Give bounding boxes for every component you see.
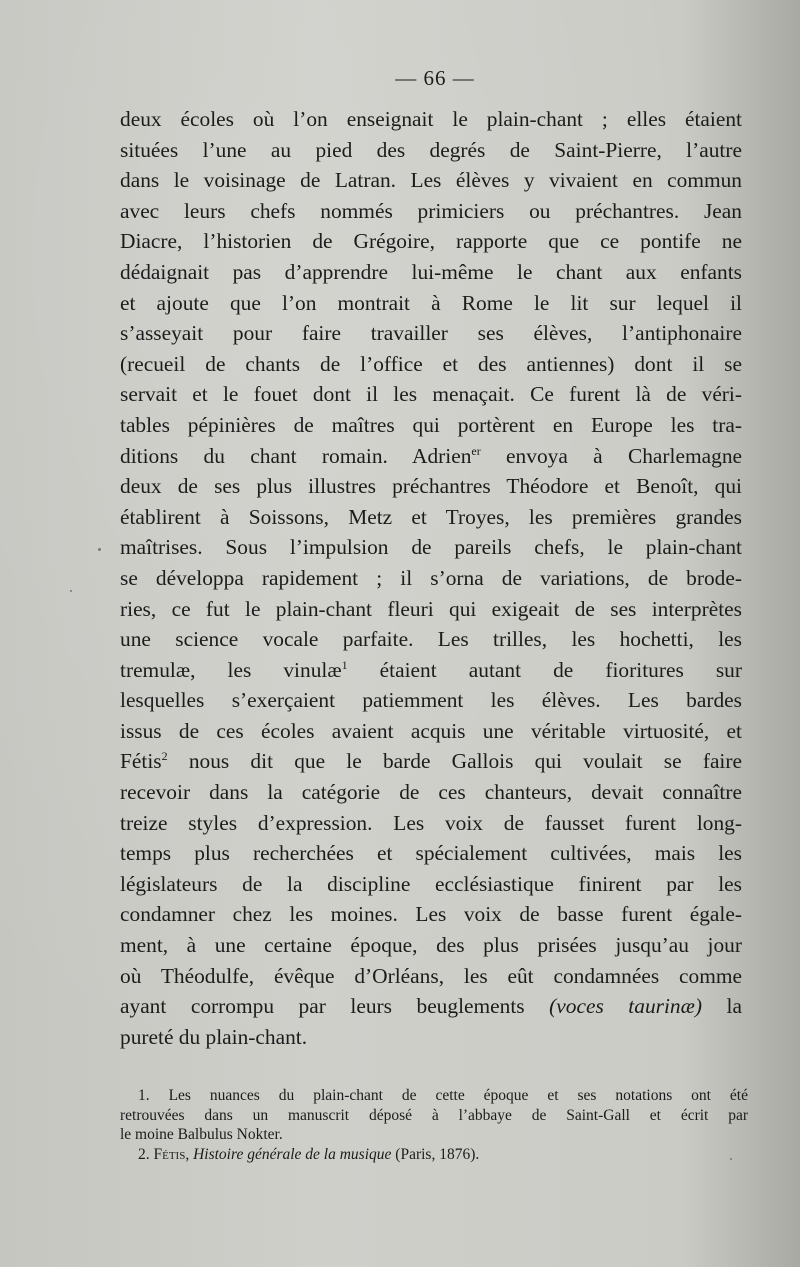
text-line: treize styles d’expression. Les voix de fausset furent long- — [120, 810, 742, 835]
text-line: dans le voisinage de Latran. Les élèves y vivaient en commun — [120, 168, 742, 193]
superscript-er: er — [471, 443, 481, 458]
text-line: situées l’une au pied des degrés de Saint-Pierre, l’autre — [120, 137, 742, 162]
text-line: une science vocale parfaite. Les trilles, les hochetti, les — [120, 627, 742, 652]
text-line: avec leurs chefs nommés primiciers ou préchantres. Jean — [120, 198, 742, 223]
text-line: Diacre, l’historien de Grégoire, rapporte que ce pontife ne — [120, 229, 742, 254]
text-line: issus de ces écoles avaient acquis une véritable virtuosité, et — [120, 718, 742, 743]
page-number: — 66 — — [395, 66, 475, 90]
text-line: condamner chez les moines. Les voix de basse furent égale- — [120, 902, 742, 927]
text-line: servait et le fouet dont il les menaçait. Ce furent là de véri- — [120, 382, 742, 407]
text-line: ries, ce fut le plain-chant fleuri qui exigeait de ses interprètes — [120, 596, 742, 621]
footnote-2-author: Fétis — [153, 1145, 186, 1163]
text-line: ditions du chant romain. Adrien$^{er}$ envoya à Charlemagne — [120, 443, 743, 468]
footnotes — [120, 1086, 748, 1164]
text-line: où Théodulfe, évêque d’Orléans, les eût condamnées comme — [120, 963, 742, 988]
paper-speck — [730, 1158, 732, 1160]
footnote-1-line: le moine Balbulus Nokter. — [120, 1126, 283, 1143]
text-line: se développa rapidement ; il s’orna de variations, de brode- — [120, 565, 742, 590]
text-line: ayant corrompu par leurs beuglements (voces taurinæ) la — [120, 994, 742, 1019]
footnote-ref-1: 1 — [341, 657, 348, 672]
footnote-ref-2: 2 — [161, 749, 168, 764]
paper-speck — [70, 590, 72, 592]
text-line: établirent à Soissons, Metz et Troyes, les premières grandes — [120, 504, 742, 529]
text-line: ment, à une certaine époque, des plus prisées jusqu’au jour — [120, 933, 742, 958]
text-line: tremulæ, les vinulæ$^1$ étaient autant de fioritures sur — [120, 657, 742, 682]
text-line: (recueil de chants de l’office et des antiennes) dont il se — [120, 351, 742, 376]
text-line: lesquelles s’exerçaient patiemment les élèves. Les bardes — [120, 688, 742, 713]
text-line: et ajoute que l’on montrait à Rome le lit sur lequel il — [120, 290, 742, 315]
main-text-block — [120, 104, 742, 1052]
footnote-1-line: 1. Les nuances du plain-chant de cette époque et ses notations ont été — [138, 1087, 748, 1104]
text-line: tables pépinières de maîtres qui portèrent en Europe les tra- — [120, 412, 742, 437]
text-line: Fétis$^2$ nous dit que le barde Gallois qui voulait se faire — [120, 749, 742, 774]
text-line: dédaignait pas d’apprendre lui-même le chant aux enfants — [120, 259, 742, 284]
text-line: deux de ses plus illustres préchantres Théodore et Benoît, qui — [120, 474, 742, 499]
footnote-2-title: Histoire générale de la musique — [193, 1145, 392, 1163]
text-line: pureté du plain-chant. — [120, 1024, 308, 1049]
text-line: deux écoles où l’on enseignait le plain-chant ; elles étaient — [120, 107, 742, 131]
text-line: législateurs de la discipline ecclésiastique finirent par les — [120, 871, 742, 896]
text-line: recevoir dans la catégorie de ces chanteurs, devait connaître — [120, 780, 742, 805]
text-line: maîtrises. Sous l’impulsion de pareils chefs, le plain-chant — [120, 535, 742, 560]
footnote-2: 2. Fétis, Histoire générale de la musique (Paris, 1876). — [138, 1145, 480, 1163]
footnote-1-line: retrouvées dans un manuscrit déposé à l’abbaye de Saint-Gall et écrit par — [120, 1106, 748, 1124]
text-line: s’asseyait pour faire travailler ses élèves, l’antiphonaire — [120, 321, 742, 346]
paper-speck — [98, 548, 101, 551]
text-line: temps plus recherchées et spécialement cultivées, mais les — [120, 841, 742, 866]
latin-phrase: (voces taurinæ) — [549, 994, 702, 1019]
